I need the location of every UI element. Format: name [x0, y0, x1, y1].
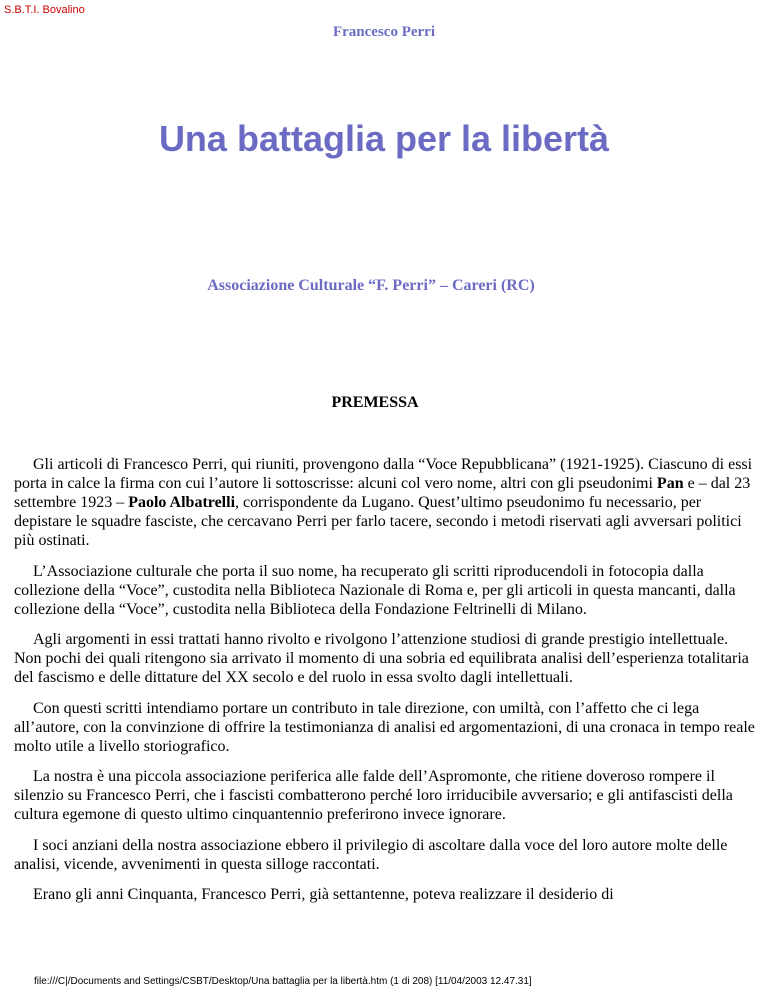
file-path-footer: file:///C|/Documents and Settings/CSBT/Desktop/Una battaglia per la libertà.htm (1 di 208) [11/04/2003 12.47.31] — [34, 976, 532, 987]
pseudonym-albatrelli: Paolo Albatrelli — [128, 494, 236, 511]
author-name: Francesco Perri — [332, 24, 436, 40]
paragraph-5: La nostra è una piccola associazione periferica alle falde dell’Aspromonte, che ritiene doveroso rompere il silenzio su Francesco Perri, che i fascisti combatterono perché loro irriducibile avversario; e gli antifascisti della cultura egemone di questo ultimo cinquantennio preferirono invece ignorare. — [14, 768, 733, 823]
paragraph-6: I soci anziani della nostra associazione ebbero il privilegio di ascoltare dalla voce del loro autore molte delle analisi, vicende, avvenimenti in questa silloge raccontati. — [14, 836, 728, 873]
pseudonym-pan: Pan — [656, 475, 684, 492]
paragraph-2: L’Associazione culturale che porta il suo nome, ha recuperato gli scritti riproducendoli in fotocopia dalla collezione della “Voce”, custodita nella Biblioteca Nazionale di Roma e, per gli articoli in questa mancanti, dalla collezione della “Voce”, custodita nella Biblioteca della Fondazione Feltrinelli di Milano. — [14, 562, 736, 618]
document-title: Una battaglia per la libertà — [158, 118, 610, 159]
paragraph-3: Agli argomenti in essi trattati hanno rivolto e rivolgono l’attenzione studiosi di grande prestigio intellettuale. Non pochi dei quali ritengono sia arrivato il momento di una sobria ed equilibrata analisi dell’esperienza totalitaria del fascismo e delle dittature del XX secolo e del ruolo in essa svolto dagli intellettuali. — [14, 631, 749, 686]
paragraph-4: Con questi scritti intendiamo portare un contributo in tale direzione, con umiltà, con l’affetto che ci lega all’autore, con la convinzione di offrire la testimonianza di analisi ed argomentazioni, di una cronaca in tempo reale molto utile a livello storiografico. — [14, 699, 755, 755]
site-label: S.B.T.I. Bovalino — [4, 4, 85, 16]
section-heading: PREMESSA — [331, 394, 419, 411]
paragraph-1-part-a: Gli articoli di Francesco Perri, qui riuniti, provengono dalla “Voce Repubblicana” (1921-1925). Ciascuno di essi porta in calce la firma con cui l’autore li sottoscrisse: alcuni col vero nome, altri con gli pseudonimi — [14, 456, 753, 492]
body-text — [14, 455, 759, 916]
association-name: Associazione Culturale “F. Perri” – Careri (RC) — [207, 277, 535, 294]
paragraph-1-part-d: , corrispondente da Lugano. Quest’ultimo pseudonimo fu necessario, per depistare le squadre fasciste, che cercavano Perri per farlo tacere, secondo i metodi riservati agli avversari politici più ostinati. — [14, 494, 742, 549]
paragraph-7: Erano gli anni Cinquanta, Francesco Perri, già settantenne, poteva realizzare il desiderio di — [33, 886, 614, 903]
paragraph-1-part-c: e – dal 23 settembre 1923 – — [14, 475, 751, 511]
paragraph-1 — [14, 455, 759, 550]
